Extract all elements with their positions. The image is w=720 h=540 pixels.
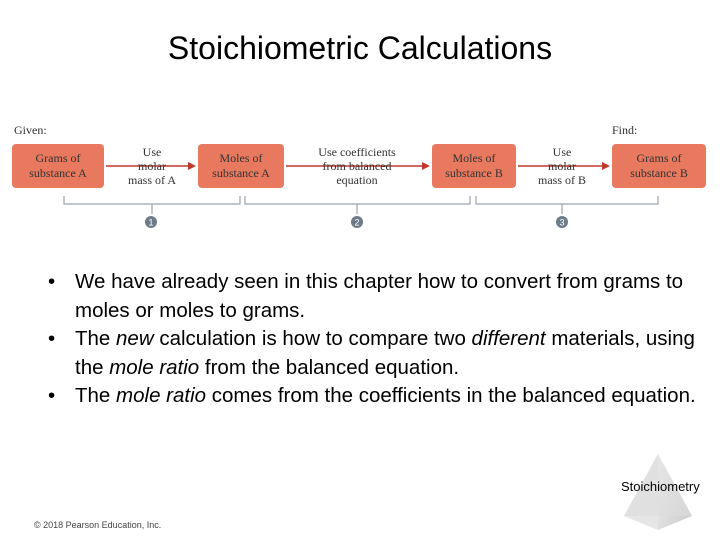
step3-line1: Use: [552, 145, 572, 159]
box3-line2: substance B: [445, 166, 503, 180]
bullet-1-text: We have already seen in this chapter how to convert from grams to moles or moles to grams.: [75, 270, 684, 322]
given-label: Given:: [14, 123, 47, 137]
bullet-3-emphasis-mole-ratio: mole ratio: [116, 384, 207, 407]
find-label: Find:: [612, 123, 638, 137]
bullet-2-part2: calculation is how to compare two: [153, 327, 472, 350]
bracket-2: [245, 196, 470, 204]
bullet-2-emphasis-different: different: [471, 327, 546, 350]
slide-title: Stoichiometric Calculations: [167, 30, 553, 66]
step1-line2: molar: [138, 159, 166, 173]
step-2-number: 2: [354, 217, 360, 228]
step1-line1: Use: [142, 145, 162, 159]
step-1-number: 1: [148, 217, 154, 228]
bracket-3: [476, 196, 658, 204]
box2-line2: substance A: [212, 166, 270, 180]
box1-line2: substance A: [29, 166, 87, 180]
box2-line1: Moles of: [219, 151, 263, 165]
stoichiometry-badge-label: Stoichiometry: [621, 479, 700, 494]
bullet-2-emphasis-mole-ratio: mole ratio: [109, 355, 200, 379]
bullet-2-emphasis-new: new: [116, 327, 154, 350]
bullet-marker: •: [48, 270, 56, 293]
bullet-marker: •: [48, 384, 56, 407]
bullet-3-part1: The: [75, 384, 117, 407]
stoichiometry-flow-diagram: [0, 110, 720, 240]
step2-line2: from balanced: [322, 159, 392, 173]
step2-line3: equation: [336, 173, 378, 187]
bullet-1: [48, 268, 708, 325]
step2-line1: Use coefficients: [318, 145, 396, 159]
box1-line1: Grams of: [35, 151, 81, 165]
bullet-list: [48, 268, 708, 411]
bracket-1: [64, 196, 240, 204]
bullet-2-part3: materials, using the: [75, 327, 695, 379]
step3-line3: mass of B: [538, 173, 586, 187]
bullet-2-part4: from the balanced equation.: [199, 355, 460, 379]
bullet-3-part2: comes from the coefficients in the balanced equation.: [206, 384, 696, 407]
box4-line2: substance B: [630, 166, 688, 180]
bullet-marker: •: [48, 327, 56, 350]
box4-line1: Grams of: [636, 151, 682, 165]
copyright-footer: © 2018 Pearson Education, Inc.: [34, 520, 162, 530]
bullet-3: [48, 382, 708, 411]
step3-line2: molar: [548, 159, 576, 173]
bullet-2-part1: The: [75, 327, 117, 350]
step-3-number: 3: [559, 217, 565, 228]
step1-line3: mass of A: [128, 173, 176, 187]
bullet-2: [48, 325, 708, 382]
box3-line1: Moles of: [452, 151, 496, 165]
